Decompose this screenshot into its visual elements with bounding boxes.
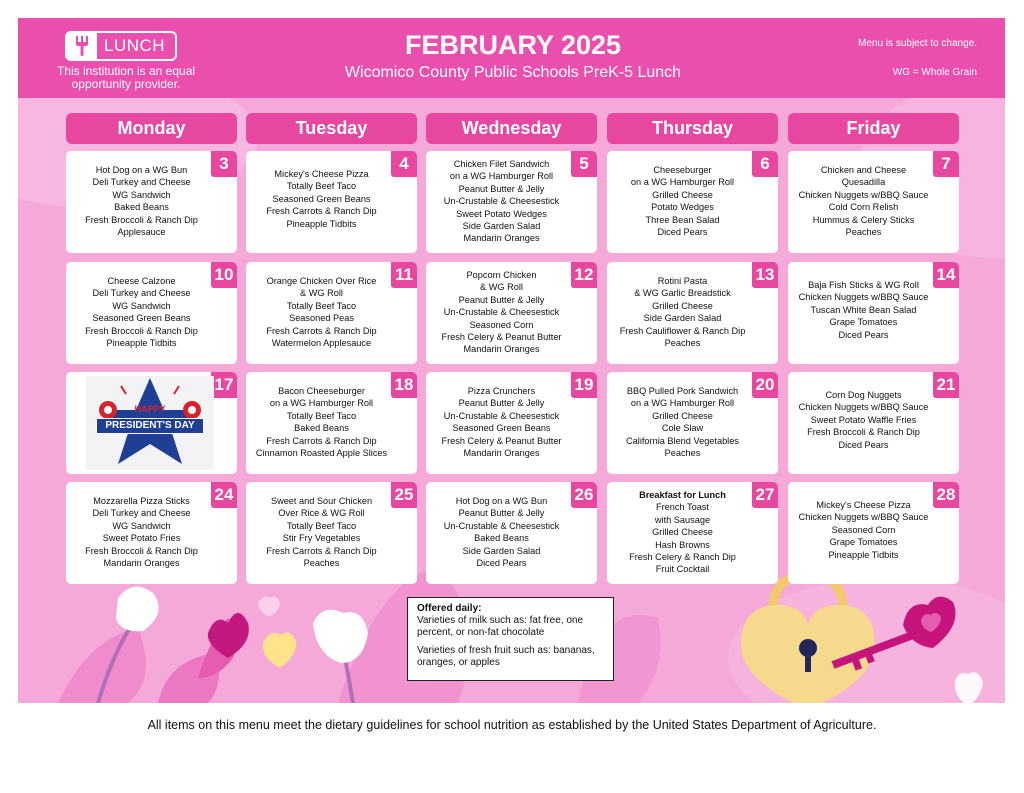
menu-item: Cole Slaw xyxy=(661,423,704,434)
menu-item: on a WG Hamburger Roll xyxy=(630,398,735,409)
menu-item: French Toast xyxy=(656,502,709,513)
menu-item: Corn Dog Nuggets xyxy=(825,390,902,400)
menu-item: on a WG Hamburger Roll xyxy=(630,177,735,188)
menu-item: Potato Wedges xyxy=(651,202,714,213)
menu-item: Seasoned Green Beans xyxy=(272,193,371,204)
menu-item: Grilled Cheese xyxy=(652,527,713,538)
day-cell xyxy=(246,151,417,253)
day-number: 6 xyxy=(752,151,778,177)
day-number: 20 xyxy=(752,372,778,398)
menu-item: Peaches xyxy=(845,227,882,238)
day-number: 14 xyxy=(933,262,959,288)
menu-item: Baked Beans xyxy=(114,202,169,213)
menu-item: Mickey's Cheese Pizza xyxy=(274,169,369,179)
menu-item: Three Bean Salad xyxy=(645,214,720,225)
menu-item: Seasoned Corn xyxy=(831,524,896,535)
menu-item: Watermelon Applesauce xyxy=(271,338,372,349)
menu-item: Mozzarella Pizza Sticks xyxy=(93,496,190,506)
menu-item: Fresh Carrots & Ranch Dip xyxy=(266,325,377,336)
day-header-thursday: Thursday xyxy=(607,113,778,144)
menu-items xyxy=(613,275,752,349)
menu-item: Sweet and Sour Chicken xyxy=(270,496,373,506)
menu-item: Pineapple Tidbits xyxy=(286,218,357,229)
menu-items xyxy=(72,164,211,238)
menu-items xyxy=(252,495,391,569)
day-number: 5 xyxy=(571,151,597,177)
menu-item: Fresh Carrots & Ranch Dip xyxy=(266,435,377,446)
day-number: 25 xyxy=(391,482,417,508)
page-title: FEBRUARY 2025 xyxy=(404,30,622,60)
menu-item: Fresh Broccoli & Ranch Dip xyxy=(85,325,198,336)
tulip-decoration xyxy=(58,583,388,703)
menu-item: Fresh Carrots & Ranch Dip xyxy=(266,545,377,556)
menu-item: California Blend Vegetables xyxy=(626,435,739,446)
menu-item: Un-Crustable & Cheesestick xyxy=(443,196,560,207)
page-subtitle: Wicomico County Public Schools PreK-5 Lunch xyxy=(344,64,682,81)
logo-label: LUNCH xyxy=(104,36,166,55)
day-cell xyxy=(66,482,237,584)
menu-item: Grape Tomatoes xyxy=(829,317,898,328)
menu-item: Chicken Nuggets w/BBQ Sauce xyxy=(798,189,929,200)
menu-item: Deli Turkey and Cheese xyxy=(92,288,191,299)
menu-item: Cinnamon Roasted Apple Slices xyxy=(255,448,388,459)
menu-item: Fresh Celery & Peanut Butter xyxy=(441,332,562,343)
menu-items xyxy=(432,495,571,569)
menu-item: on a WG Hamburger Roll xyxy=(449,171,554,182)
menu-item: Over Rice & WG Roll xyxy=(278,508,365,519)
menu-item: on a WG Hamburger Roll xyxy=(269,398,374,409)
day-cell xyxy=(426,151,597,253)
day-number: 17 xyxy=(211,372,237,398)
menu-item: Totally Beef Taco xyxy=(286,300,357,311)
menu-item: Chicken and Cheese xyxy=(820,165,907,175)
day-number: 28 xyxy=(933,482,959,508)
menu-item: Seasoned Peas xyxy=(289,313,354,324)
menu-item: Seasoned Corn xyxy=(469,319,534,330)
header-banner xyxy=(18,18,1005,98)
day-cell xyxy=(426,482,597,584)
day-number: 12 xyxy=(571,262,597,288)
day-number: 19 xyxy=(571,372,597,398)
day-cell xyxy=(607,151,778,253)
menu-item: Pineapple Tidbits xyxy=(106,338,177,349)
menu-item: Side Garden Salad xyxy=(462,221,541,232)
day-cell xyxy=(788,372,959,474)
offered-milk-text: Varieties of milk such as: fat free, one percent, or non-fat chocolate xyxy=(417,615,584,638)
day-cell xyxy=(607,262,778,364)
day-number: 4 xyxy=(391,151,417,177)
menu-item: Seasoned Green Beans xyxy=(92,313,191,324)
menu-item: Fresh Broccoli & Ranch Dip xyxy=(807,427,920,438)
menu-item: Pizza Crunchers xyxy=(467,386,536,396)
menu-items xyxy=(613,489,752,576)
menu-item: Chicken Nuggets w/BBQ Sauce xyxy=(798,402,929,413)
menu-item: Popcorn Chicken xyxy=(466,270,537,280)
menu-item: Quesadilla xyxy=(841,177,886,188)
menu-item: Un-Crustable & Cheesestick xyxy=(443,410,560,421)
menu-item: Fresh Celery & Ranch Dip xyxy=(629,552,736,563)
menu-item: Peanut Butter & Jelly xyxy=(458,508,545,519)
menu-item: Chicken Filet Sandwich xyxy=(453,159,550,169)
day-cell xyxy=(426,262,597,364)
menu-item: Grilled Cheese xyxy=(652,300,713,311)
offered-fruit-text: Varieties of fresh fruit such as: bananas, oranges, or apples xyxy=(417,645,595,668)
menu-item: Stir Fry Vegetables xyxy=(282,533,361,544)
lunch-logo xyxy=(65,31,177,61)
menu-item: Mandarin Oranges xyxy=(103,558,180,569)
menu-item: & WG Garlic Breadstick xyxy=(634,288,731,299)
menu-items xyxy=(794,164,933,238)
menu-item: Diced Pears xyxy=(838,329,889,340)
menu-items xyxy=(72,495,211,569)
menu-item: Deli Turkey and Cheese xyxy=(92,177,191,188)
day-number: 27 xyxy=(752,482,778,508)
menu-item: Hummus & Celery Sticks xyxy=(812,214,915,225)
day-number: 7 xyxy=(933,151,959,177)
menu-item: Sweet Potato Wedges xyxy=(456,208,547,219)
menu-item: Peaches xyxy=(303,558,340,569)
menu-items xyxy=(432,385,571,459)
day-number: 21 xyxy=(933,372,959,398)
menu-item: with Sausage xyxy=(654,514,711,525)
menu-item: Side Garden Salad xyxy=(462,545,541,556)
day-cell xyxy=(246,482,417,584)
menu-item: Fresh Broccoli & Ranch Dip xyxy=(85,545,198,556)
day-header-tuesday: Tuesday xyxy=(246,113,417,144)
menu-item: Totally Beef Taco xyxy=(286,410,357,421)
menu-item: & WG Roll xyxy=(480,282,523,293)
menu-item: Fruit Cocktail xyxy=(655,564,710,575)
menu-item: WG Sandwich xyxy=(112,520,171,531)
menu-items xyxy=(432,158,571,245)
menu-items xyxy=(794,499,933,561)
day-number: 18 xyxy=(391,372,417,398)
menu-item: Fresh Celery & Peanut Butter xyxy=(441,435,562,446)
day-number: 24 xyxy=(211,482,237,508)
presidents-day-banner xyxy=(86,376,214,470)
day-number: 11 xyxy=(391,262,417,288)
menu-item: & WG Roll xyxy=(300,288,343,299)
menu-item: Chicken Nuggets w/BBQ Sauce xyxy=(798,292,929,303)
menu-item: Sweet Potato Fries xyxy=(102,533,181,544)
day-cell xyxy=(66,262,237,364)
menu-item: Totally Beef Taco xyxy=(286,520,357,531)
menu-item: Mickey's Cheese Pizza xyxy=(816,500,911,510)
menu-item: Peanut Butter & Jelly xyxy=(458,294,545,305)
day-cell xyxy=(788,262,959,364)
day-header-monday: Monday xyxy=(66,113,237,144)
menu-items xyxy=(613,164,752,238)
menu-item: Applesauce xyxy=(117,227,166,238)
change-note: Menu is subject to change. xyxy=(858,38,977,49)
menu-item: Hot Dog on a WG Bun xyxy=(95,165,188,175)
menu-item: Side Garden Salad xyxy=(643,313,722,324)
menu-item: WG Sandwich xyxy=(112,189,171,200)
menu-item: Mandarin Oranges xyxy=(463,344,540,355)
menu-item: Cheeseburger xyxy=(653,165,712,175)
menu-item: Peanut Butter & Jelly xyxy=(458,183,545,194)
menu-item: Peaches xyxy=(664,338,701,349)
menu-item: Pineapple Tidbits xyxy=(828,549,899,560)
offered-daily-heading: Offered daily: xyxy=(417,603,482,614)
day-cell xyxy=(607,372,778,474)
menu-items xyxy=(613,385,752,459)
day-cell xyxy=(246,262,417,364)
menu-item: Rotini Pasta xyxy=(657,276,708,286)
day-header-wednesday: Wednesday xyxy=(426,113,597,144)
day-cell xyxy=(66,372,237,474)
equal-opportunity-statement: This institution is an equal opportunity provider. xyxy=(56,64,196,91)
menu-item: Fresh Broccoli & Ranch Dip xyxy=(85,214,198,225)
heart-lock-key-decoration xyxy=(733,570,993,703)
menu-item: Diced Pears xyxy=(838,439,889,450)
day-cell xyxy=(788,482,959,584)
menu-items xyxy=(794,279,933,341)
menu-item: Grilled Cheese xyxy=(652,189,713,200)
menu-item: Totally Beef Taco xyxy=(286,181,357,192)
menu-item: Un-Crustable & Cheesestick xyxy=(443,520,560,531)
day-number: 3 xyxy=(211,151,237,177)
menu-item: Grape Tomatoes xyxy=(829,537,898,548)
menu-item: Diced Pears xyxy=(476,558,527,569)
menu-item: Chicken Nuggets w/BBQ Sauce xyxy=(798,512,929,523)
menu-item: Fresh Cauliflower & Ranch Dip xyxy=(619,325,746,336)
day-cell xyxy=(426,372,597,474)
menu-items xyxy=(432,269,571,356)
menu-items xyxy=(252,275,391,349)
banner-presidents-day-text: PRESIDENT'S DAY xyxy=(96,418,204,434)
menu-item: Sweet Potato Waffle Fries xyxy=(810,414,917,425)
whole-grain-note: WG = Whole Grain xyxy=(892,67,977,78)
menu-item: WG Sandwich xyxy=(112,300,171,311)
menu-item: Hash Browns xyxy=(655,539,710,550)
menu-items xyxy=(794,389,933,451)
menu-item: Bacon Cheeseburger xyxy=(278,386,365,396)
menu-item: Tuscan White Bean Salad xyxy=(810,304,917,315)
menu-item: Baja Fish Sticks & WG Roll xyxy=(808,280,919,290)
menu-items xyxy=(252,168,391,230)
menu-item: Grilled Cheese xyxy=(652,410,713,421)
menu-item: Peanut Butter & Jelly xyxy=(458,398,545,409)
menu-items xyxy=(252,385,391,459)
day-header-friday: Friday xyxy=(788,113,959,144)
menu-item: Cold Corn Relish xyxy=(828,202,899,213)
usda-footer: All items on this menu meet the dietary guidelines for school nutrition as established by the United States Department of Agriculture. xyxy=(147,718,877,732)
menu-item: Mandarin Oranges xyxy=(463,233,540,244)
menu-item: Deli Turkey and Cheese xyxy=(92,508,191,519)
offered-daily-box xyxy=(407,597,614,681)
menu-item: Seasoned Green Beans xyxy=(452,423,551,434)
day-number: 10 xyxy=(211,262,237,288)
day-cell xyxy=(607,482,778,584)
menu-item: Baked Beans xyxy=(474,533,529,544)
day-cell xyxy=(246,372,417,474)
menu-item: Baked Beans xyxy=(294,423,349,434)
menu-item: Diced Pears xyxy=(657,227,708,238)
menu-item: Hot Dog on a WG Bun xyxy=(455,496,548,506)
menu-item: Orange Chicken Over Rice xyxy=(266,276,377,286)
day-cell xyxy=(66,151,237,253)
menu-items xyxy=(72,275,211,349)
day-number: 26 xyxy=(571,482,597,508)
fork-icon xyxy=(67,33,97,59)
menu-item: Peaches xyxy=(664,448,701,459)
menu-item: Mandarin Oranges xyxy=(463,448,540,459)
day-cell xyxy=(788,151,959,253)
day-number: 13 xyxy=(752,262,778,288)
menu-item: BBQ Pulled Pork Sandwich xyxy=(626,386,739,396)
menu-item: Un-Crustable & Cheesestick xyxy=(443,307,560,318)
menu-item: Fresh Carrots & Ranch Dip xyxy=(266,206,377,217)
banner-happy-text: HAPPY xyxy=(134,404,166,414)
menu-item: Cheese Calzone xyxy=(107,276,176,286)
menu-item: Breakfast for Lunch xyxy=(639,490,726,500)
